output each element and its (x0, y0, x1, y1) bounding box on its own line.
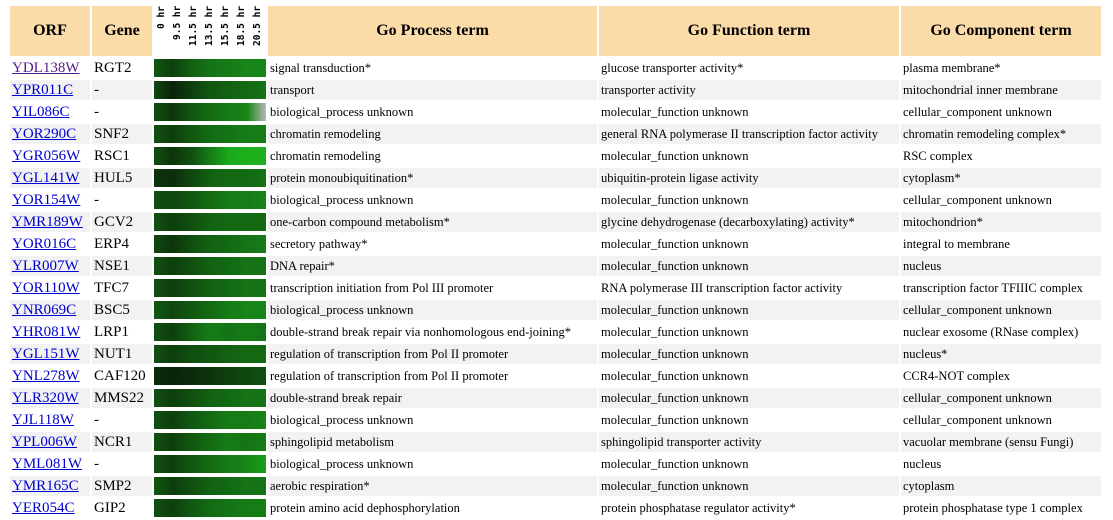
timepoint-label: 18.5 hr (236, 6, 247, 47)
function-cell: molecular_function unknown (599, 146, 899, 166)
component-cell: nuclear exosome (RNase complex) (901, 322, 1101, 342)
orf-link[interactable]: YER054C (12, 499, 75, 516)
process-header: Go Process term (268, 6, 597, 56)
function-cell: molecular_function unknown (599, 366, 899, 386)
function-cell: molecular_function unknown (599, 454, 899, 474)
component-cell: plasma membrane* (901, 58, 1101, 78)
component-cell: cytoplasm (901, 476, 1101, 496)
orf-cell (10, 168, 90, 188)
expression-heatmap-cell (154, 190, 266, 210)
expression-heatmap-cell (154, 102, 266, 122)
gene-cell: SNF2 (92, 124, 152, 144)
component-cell: cytoplasm* (901, 168, 1101, 188)
gene-cell: HUL5 (92, 168, 152, 188)
expression-heatmap-cell (154, 256, 266, 276)
process-cell: one-carbon compound metabolism* (268, 212, 597, 232)
gene-cell: NUT1 (92, 344, 152, 364)
gene-cell: NSE1 (92, 256, 152, 276)
orf-link[interactable]: YLR320W (12, 389, 79, 406)
orf-link[interactable]: YHR081W (12, 323, 81, 340)
function-cell: molecular_function unknown (599, 300, 899, 320)
process-cell: chromatin remodeling (268, 146, 597, 166)
orf-cell (10, 322, 90, 342)
function-cell: RNA polymerase III transcription factor activity (599, 278, 899, 298)
timepoint-header (154, 6, 266, 56)
process-cell: transport (268, 80, 597, 100)
gene-cell: CAF120 (92, 366, 152, 386)
component-cell: integral to membrane (901, 234, 1101, 254)
process-cell: biological_process unknown (268, 190, 597, 210)
orf-link[interactable]: YOR016C (12, 235, 77, 252)
table-row (10, 344, 1101, 364)
process-cell: sphingolipid metabolism (268, 432, 597, 452)
process-cell: double-strand break repair via nonhomologous end-joining* (268, 322, 597, 342)
expression-heatmap-cell (154, 388, 266, 408)
component-cell: cellular_component unknown (901, 102, 1101, 122)
expression-heatmap-cell (154, 80, 266, 100)
orf-link[interactable]: YJL118W (12, 411, 74, 428)
process-cell: chromatin remodeling (268, 124, 597, 144)
gene-cell: GIP2 (92, 498, 152, 518)
gene-cell: - (92, 80, 152, 100)
function-cell: glycine dehydrogenase (decarboxylating) activity* (599, 212, 899, 232)
expression-heatmap-cell (154, 476, 266, 496)
expression-heatmap-bar (154, 323, 266, 341)
process-cell: aerobic respiration* (268, 476, 597, 496)
orf-link[interactable]: YML081W (12, 455, 82, 472)
gene-cell: - (92, 190, 152, 210)
function-cell: molecular_function unknown (599, 190, 899, 210)
table-row (10, 476, 1101, 496)
expression-heatmap-bar (154, 389, 266, 407)
expression-heatmap-bar (154, 169, 266, 187)
orf-link[interactable]: YMR165C (12, 477, 79, 494)
table-row (10, 322, 1101, 342)
component-cell: transcription factor TFIIIC complex (901, 278, 1101, 298)
gene-cell: RGT2 (92, 58, 152, 78)
expression-heatmap-bar (154, 103, 266, 121)
function-cell: glucose transporter activity* (599, 58, 899, 78)
table-row (10, 146, 1101, 166)
orf-cell (10, 388, 90, 408)
expression-heatmap-cell (154, 454, 266, 474)
process-cell: protein monoubiquitination* (268, 168, 597, 188)
expression-heatmap-bar (154, 235, 266, 253)
expression-heatmap-cell (154, 366, 266, 386)
gene-cell: TFC7 (92, 278, 152, 298)
gene-cell: ERP4 (92, 234, 152, 254)
function-cell: molecular_function unknown (599, 344, 899, 364)
orf-link[interactable]: YMR189W (12, 213, 83, 230)
function-cell: sphingolipid transporter activity (599, 432, 899, 452)
header-row (10, 6, 1101, 56)
process-cell: regulation of transcription from Pol II promoter (268, 344, 597, 364)
process-cell: signal transduction* (268, 58, 597, 78)
gene-cell: MMS22 (92, 388, 152, 408)
gene-cell: - (92, 454, 152, 474)
timepoint-label: 20.5 hr (252, 6, 263, 47)
expression-heatmap-bar (154, 147, 266, 165)
expression-heatmap-bar (154, 433, 266, 451)
timepoint-label: 0 hr (156, 6, 167, 29)
timepoint-label: 15.5 hr (220, 6, 231, 47)
table-row (10, 58, 1101, 78)
expression-heatmap-cell (154, 58, 266, 78)
table-row (10, 454, 1101, 474)
expression-heatmap-cell (154, 410, 266, 430)
expression-heatmap-bar (154, 59, 266, 77)
orf-cell (10, 278, 90, 298)
component-cell: vacuolar membrane (sensu Fungi) (901, 432, 1101, 452)
table-row (10, 278, 1101, 298)
expression-heatmap-cell (154, 168, 266, 188)
orf-link[interactable]: YIL086C (12, 103, 70, 120)
orf-cell (10, 234, 90, 254)
table-row (10, 300, 1101, 320)
expression-heatmap-bar (154, 125, 266, 143)
timepoint-label: 11.5 hr (188, 6, 199, 47)
function-cell: molecular_function unknown (599, 322, 899, 342)
table-row (10, 80, 1101, 100)
orf-cell (10, 476, 90, 496)
orf-cell (10, 344, 90, 364)
expression-heatmap-bar (154, 191, 266, 209)
table-row (10, 388, 1101, 408)
orf-cell (10, 432, 90, 452)
expression-heatmap-cell (154, 344, 266, 364)
orf-cell (10, 146, 90, 166)
expression-heatmap-cell (154, 498, 266, 518)
expression-heatmap-bar (154, 81, 266, 99)
orf-cell (10, 102, 90, 122)
function-cell: molecular_function unknown (599, 234, 899, 254)
process-cell: regulation of transcription from Pol II promoter (268, 366, 597, 386)
table-row (10, 124, 1101, 144)
expression-heatmap-bar (154, 411, 266, 429)
component-header: Go Component term (901, 6, 1101, 56)
expression-heatmap-cell (154, 432, 266, 452)
orf-link[interactable]: YOR290C (12, 125, 77, 142)
component-cell: cellular_component unknown (901, 190, 1101, 210)
orf-link[interactable]: YOR110W (12, 279, 80, 296)
component-cell: cellular_component unknown (901, 388, 1101, 408)
component-cell: cellular_component unknown (901, 300, 1101, 320)
function-cell: transporter activity (599, 80, 899, 100)
orf-header: ORF (10, 6, 90, 56)
orf-link[interactable]: YPL006W (12, 433, 77, 450)
table-row (10, 190, 1101, 210)
table-row (10, 410, 1101, 430)
expression-heatmap-bar (154, 367, 266, 385)
component-cell: chromatin remodeling complex* (901, 124, 1101, 144)
expression-heatmap-cell (154, 124, 266, 144)
component-cell: nucleus (901, 454, 1101, 474)
function-cell: protein phosphatase regulator activity* (599, 498, 899, 518)
orf-cell (10, 410, 90, 430)
function-cell: general RNA polymerase II transcription factor activity (599, 124, 899, 144)
orf-link[interactable]: YGL141W (12, 169, 80, 186)
table-row (10, 366, 1101, 386)
expression-heatmap-cell (154, 300, 266, 320)
component-cell: nucleus* (901, 344, 1101, 364)
gene-cell: GCV2 (92, 212, 152, 232)
table-row (10, 498, 1101, 518)
timepoint-label: 13.5 hr (204, 6, 215, 47)
orf-cell (10, 124, 90, 144)
orf-link[interactable]: YNR069C (12, 301, 77, 318)
gene-cell: BSC5 (92, 300, 152, 320)
expression-heatmap-bar (154, 279, 266, 297)
orf-link[interactable]: YGR056W (12, 147, 81, 164)
expression-heatmap-cell (154, 212, 266, 232)
orf-cell (10, 498, 90, 518)
timepoint-label: 9.5 hr (172, 6, 183, 41)
orf-cell (10, 454, 90, 474)
orf-cell (10, 190, 90, 210)
process-cell: biological_process unknown (268, 454, 597, 474)
table-row (10, 212, 1101, 232)
process-cell: biological_process unknown (268, 102, 597, 122)
component-cell: protein phosphatase type 1 complex (901, 498, 1101, 518)
expression-heatmap-cell (154, 146, 266, 166)
function-cell: molecular_function unknown (599, 388, 899, 408)
table-row (10, 432, 1101, 452)
gene-header: Gene (92, 6, 152, 56)
process-cell: transcription initiation from Pol III promoter (268, 278, 597, 298)
component-cell: cellular_component unknown (901, 410, 1101, 430)
function-header: Go Function term (599, 6, 899, 56)
component-cell: nucleus (901, 256, 1101, 276)
orf-link[interactable]: YDL138W (12, 59, 80, 76)
process-cell: biological_process unknown (268, 300, 597, 320)
table-row (10, 102, 1101, 122)
orf-cell (10, 80, 90, 100)
expression-heatmap-cell (154, 278, 266, 298)
function-cell: ubiquitin-protein ligase activity (599, 168, 899, 188)
orf-link[interactable]: YPR011C (12, 81, 74, 98)
timepoint-labels (154, 6, 266, 56)
expression-heatmap-bar (154, 345, 266, 363)
orf-cell (10, 300, 90, 320)
orf-link[interactable]: YLR007W (12, 257, 79, 274)
gene-cell: - (92, 410, 152, 430)
gene-cell: - (92, 102, 152, 122)
function-cell: molecular_function unknown (599, 256, 899, 276)
expression-heatmap-cell (154, 234, 266, 254)
orf-link[interactable]: YOR154W (12, 191, 81, 208)
component-cell: CCR4-NOT complex (901, 366, 1101, 386)
orf-link[interactable]: YNL278W (12, 367, 80, 384)
table-row (10, 168, 1101, 188)
component-cell: mitochondrial inner membrane (901, 80, 1101, 100)
orf-cell (10, 58, 90, 78)
component-cell: mitochondrion* (901, 212, 1101, 232)
process-cell: protein amino acid dephosphorylation (268, 498, 597, 518)
table-body (10, 58, 1101, 518)
gene-expression-table (8, 4, 1103, 520)
expression-heatmap-bar (154, 499, 266, 517)
process-cell: DNA repair* (268, 256, 597, 276)
expression-heatmap-cell (154, 322, 266, 342)
orf-cell (10, 212, 90, 232)
process-cell: double-strand break repair (268, 388, 597, 408)
table-row (10, 234, 1101, 254)
orf-cell (10, 256, 90, 276)
function-cell: molecular_function unknown (599, 102, 899, 122)
process-cell: secretory pathway* (268, 234, 597, 254)
gene-cell: RSC1 (92, 146, 152, 166)
component-cell: RSC complex (901, 146, 1101, 166)
gene-cell: LRP1 (92, 322, 152, 342)
table-row (10, 256, 1101, 276)
expression-heatmap-bar (154, 257, 266, 275)
expression-heatmap-bar (154, 301, 266, 319)
function-cell: molecular_function unknown (599, 476, 899, 496)
process-cell: biological_process unknown (268, 410, 597, 430)
gene-cell: NCR1 (92, 432, 152, 452)
expression-heatmap-bar (154, 455, 266, 473)
expression-heatmap-bar (154, 213, 266, 231)
expression-heatmap-bar (154, 477, 266, 495)
orf-link[interactable]: YGL151W (12, 345, 80, 362)
function-cell: molecular_function unknown (599, 410, 899, 430)
orf-cell (10, 366, 90, 386)
gene-cell: SMP2 (92, 476, 152, 496)
